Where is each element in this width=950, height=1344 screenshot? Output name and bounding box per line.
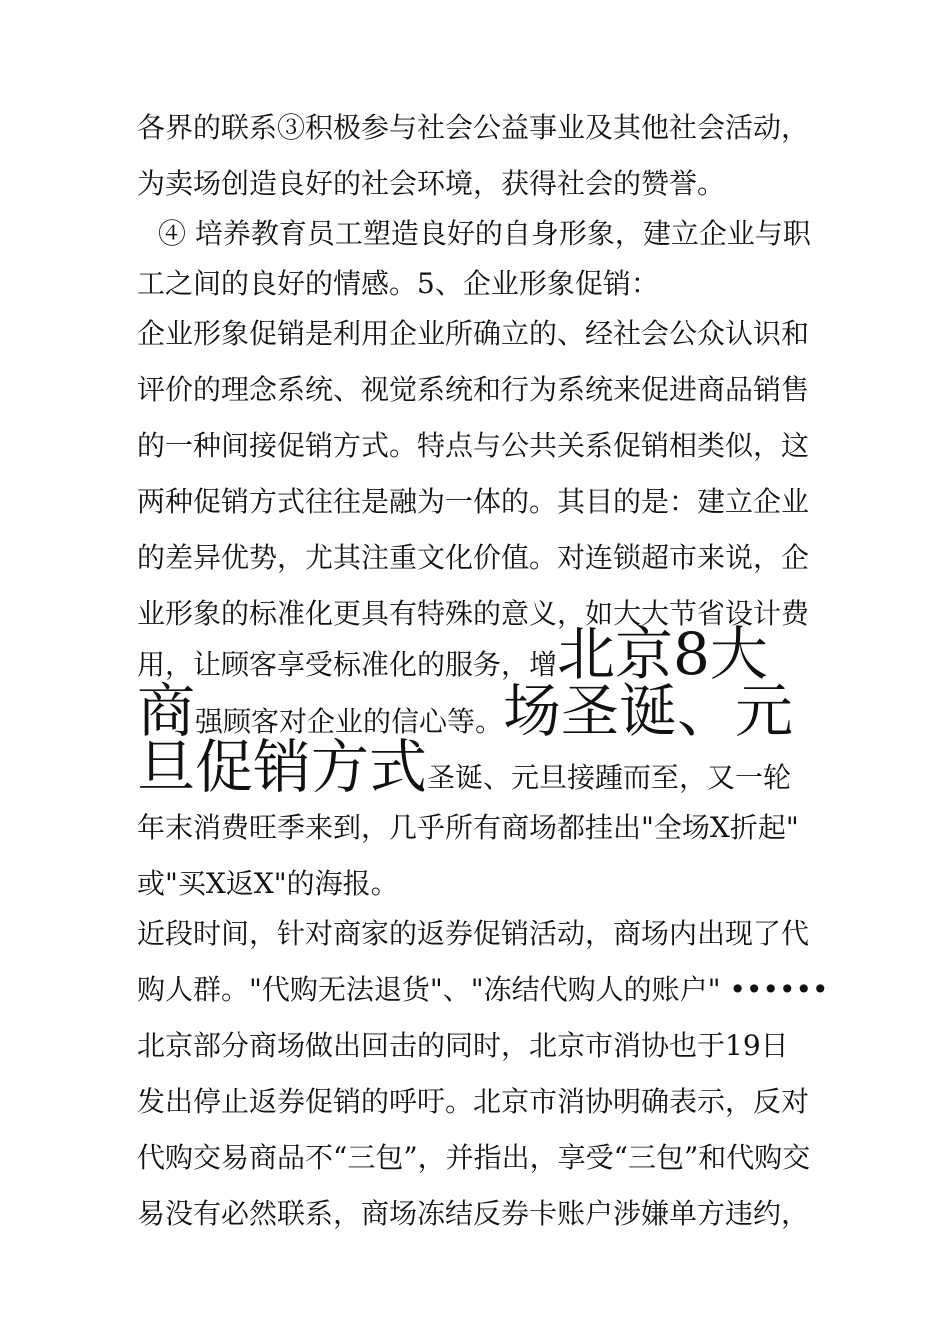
text-line: 的差异优势，尤其注重文化价值。对连锁超市来说，企: [137, 541, 810, 574]
text-line: 近段时间，针对商家的返券促销活动，商场内出现了代: [137, 917, 810, 950]
text-line: 各界的联系③积极参与社会公益事业及其他社会活动，: [137, 111, 810, 144]
paragraph-employee-image: [158, 206, 858, 262]
article-title-part: 商: [137, 677, 196, 745]
paragraph-corporate-heading: [137, 256, 837, 312]
mixed-heading-line-1: [137, 620, 837, 688]
text-line: 的一种间接促销方式。特点与公共关系促销相类似，这: [137, 429, 810, 462]
text-line: 易没有必然联系，商场冻结反券卡账户涉嫌单方违约，: [137, 1197, 810, 1230]
text-line: 工之间的良好的情感。5、企业形象促销：: [137, 267, 659, 300]
article-title-part: 场圣诞、元: [503, 677, 794, 745]
text-line: 企业形象促销是利用企业所确立的、经社会公众认识和: [137, 317, 810, 350]
text-line: 评价的理念系统、视觉系统和行为系统来促进商品销售: [137, 373, 810, 406]
paragraph-public-relations: [137, 100, 837, 212]
text-line: 代购交易商品不“三包”，并指出，享受“三包”和代购交: [137, 1141, 811, 1174]
paragraph-corporate-image: [137, 306, 837, 642]
text-line: 年末消费旺季来到，几乎所有商场都挂出"全场X折起": [137, 811, 799, 844]
text-line: 或"买X返X"的海报。: [137, 867, 399, 900]
text-line: 强顾客对企业的信心等。: [195, 705, 504, 738]
text-line: ④ 培养教育员工塑造良好的自身形象，建立企业与职: [158, 217, 811, 250]
text-line: 圣诞、元旦接踵而至，又一轮: [427, 761, 792, 794]
paragraph-coupon-agents: [137, 906, 837, 1242]
text-line: 为卖场创造良好的社会环境，获得社会的赞誉。: [137, 167, 726, 200]
mixed-heading-line-2: [137, 677, 837, 745]
text-line: 北京部分商场做出回击的同时，北京市消协也于19日: [137, 1029, 789, 1062]
mixed-heading-line-3: [137, 733, 837, 801]
article-title-part: 北京8大: [557, 620, 768, 688]
text-line: 业形象的标准化更具有特殊的意义，如大大节省设计费: [137, 597, 810, 630]
article-title-part: 旦促销方式: [137, 733, 428, 801]
text-line: 两种促销方式往往是融为一体的。其目的是：建立企业: [137, 485, 810, 518]
text-line: 用，让顾客享受标准化的服务，增: [137, 648, 558, 681]
paragraph-holiday-season: [137, 800, 837, 912]
text-line: 发出停止返券促销的呼吁。北京市消协明确表示，反对: [137, 1085, 810, 1118]
text-line: 购人群。"代购无法退货"、"冻结代购人的账户" ••••••: [137, 973, 829, 1006]
